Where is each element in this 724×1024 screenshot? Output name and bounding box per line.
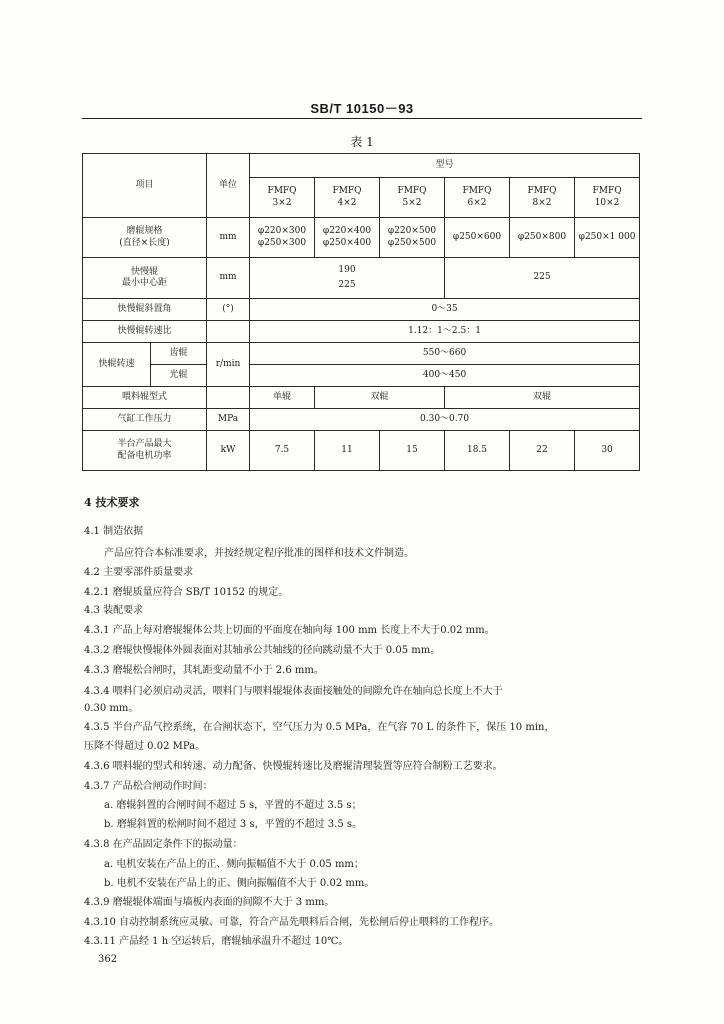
row-label-cylinder-pressure: 气缸工作压力 (83, 409, 207, 431)
model-cell: FMFQ 10×2 (575, 178, 640, 218)
value-cell: 0.30～0.70 (250, 409, 640, 431)
unit-cell: kW (207, 431, 250, 471)
header-unit: 单位 (207, 154, 250, 218)
body-line: 4.3.7 产品松合闸动作时间： (84, 781, 213, 792)
value-cell: 0～35 (250, 299, 640, 321)
body-line: 4.3.11 产品经 1 h 空运转后，磨辊轴承温升不超过 10℃。 (84, 936, 349, 947)
value-cell: 单辊 (250, 387, 315, 409)
body-line: b. 电机不安装在产品上的正、侧向振幅值不大于 0.02 mm。 (104, 878, 375, 889)
value-cell: 225 (445, 258, 640, 299)
body-line: 4.3.4 喂料门必须启动灵活，喂料门与喂料辊辊体表面接触处的间隙允许在轴向总长度上不大于 (84, 686, 503, 697)
value-cell: 550～660 (250, 343, 640, 365)
body-line: 4.3.2 磨辊快慢辊体外圆表面对其轴承公共轴线的径向跳动量不大于 0.05 mm。 (84, 645, 441, 656)
row-label-feed-roller: 喂料辊型式 (83, 387, 207, 409)
value-cell: 18.5 (445, 431, 510, 471)
value-cell: 400～450 (250, 365, 640, 387)
body-line: 4.3.9 磨辊辊体端面与墙板内表面的间隙不大于 3 mm。 (84, 897, 335, 908)
row-label-tilt: 快慢辊斜置角 (83, 299, 207, 321)
row-label-roller-spec: 磨辊规格 (直径×长度) (83, 218, 207, 258)
page-number: 362 (98, 954, 118, 965)
value-cell: 双辊 (315, 387, 445, 409)
unit-cell: mm (207, 218, 250, 258)
body-line: a. 磨辊斜置的合闸时间不超过 5 s，平置的不超过 3.5 s； (104, 800, 362, 811)
header-item: 项目 (83, 154, 207, 218)
model-cell: FMFQ 3×2 (250, 178, 315, 218)
value-cell: 15 (380, 431, 445, 471)
body-line: 4.3.6 喂料辊的型式和转速、动力配备、快慢辊转速比及磨辊清理装置等应符合制粉工艺要求。 (84, 761, 503, 772)
value-cell: φ250×800 (510, 218, 575, 258)
table-row (83, 387, 640, 409)
header-rule (82, 118, 642, 119)
row-label-speed-ratio: 快慢辊转速比 (83, 321, 207, 343)
value-cell: 双辊 (445, 387, 640, 409)
value-cell: φ220×300 φ250×300 (250, 218, 315, 258)
table-row (83, 154, 640, 178)
spec-table (82, 153, 640, 471)
table-row (83, 218, 640, 258)
unit-cell: r/min (207, 343, 250, 387)
model-cell: FMFQ 6×2 (445, 178, 510, 218)
body-line: 产品应符合本标准要求，并按经规定程序批准的图样和技术文件制造。 (104, 548, 414, 559)
body-line: 4.3.5 半台产品气控系统，在合闸状态下，空气压力为 0.5 MPa，在气容 70 L 的条件下，保压 10 min， (84, 722, 555, 733)
body-line: 4.3.10 自动控制系统应灵敏、可靠，符合产品先喂料后合闸，先松闸后停止喂料的工作程序。 (84, 917, 499, 928)
body-line: 4.2.1 磨辊质量应符合 SB/T 10152 的规定。 (84, 587, 289, 598)
body-line: 4.3.3 磨辊松合闸时，其轧距变动量不小于 2.6 mm。 (84, 665, 324, 676)
body-line: b. 磨辊斜置的松闸时间不超过 3 s，平置的不超过 3.5 s。 (104, 819, 363, 830)
table-row (83, 258, 640, 299)
model-cell: FMFQ 8×2 (510, 178, 575, 218)
body-line: 压降不得超过 0.02 MPa。 (84, 741, 206, 752)
value-cell: 11 (315, 431, 380, 471)
value-cell: φ250×600 (445, 218, 510, 258)
standard-header: SB/T 10150－93 (310, 101, 414, 116)
table-row (83, 409, 640, 431)
unit-cell (207, 321, 250, 343)
table-row (83, 365, 640, 387)
model-cell: FMFQ 4×2 (315, 178, 380, 218)
value-cell: 30 (575, 431, 640, 471)
body-line: 4.3.1 产品上每对磨辊辊体公共上切面的平面度在轴向每 100 mm 长度上不大于0.02 mm。 (84, 625, 495, 636)
body-line: 4.3 装配要求 (84, 605, 144, 616)
body-line: 4.2 主要零部件质量要求 (84, 567, 194, 578)
body-line: 4.3.8 在产品固定条件下的振动量： (84, 839, 243, 850)
section-4-title: 4 技术要求 (84, 496, 140, 509)
table-row (83, 343, 640, 365)
value-cell: φ220×400 φ250×400 (315, 218, 380, 258)
model-cell: FMFQ 5×2 (380, 178, 445, 218)
unit-cell: mm (207, 258, 250, 299)
body-line: a. 电机安装在产品上的正、侧向振幅值不大于 0.05 mm； (104, 859, 364, 870)
body-line: 4.1 制造依据 (84, 526, 144, 537)
header-model: 型号 (250, 154, 640, 178)
value-cell: 1.12：1～2.5：1 (250, 321, 640, 343)
row-label-center-distance: 快慢辊 最小中心距 (83, 258, 207, 299)
row-sublabel-smooth: 光辊 (151, 365, 207, 387)
unit-cell: (°) (207, 299, 250, 321)
row-label-motor-power: 半台产品最大 配备电机功率 (83, 431, 207, 471)
value-cell: φ250×1 000 (575, 218, 640, 258)
value-cell: 7.5 (250, 431, 315, 471)
table-row (83, 299, 640, 321)
table-row (83, 321, 640, 343)
value-cell: 190 225 (250, 258, 445, 299)
unit-cell: MPa (207, 409, 250, 431)
value-cell: φ220×500 φ250×500 (380, 218, 445, 258)
row-label-fast-speed: 快辊转速 (83, 343, 151, 387)
table-caption: 表 1 (350, 135, 374, 149)
table-row (83, 431, 640, 471)
value-cell: 22 (510, 431, 575, 471)
body-line: 0.30 mm。 (84, 703, 139, 714)
row-sublabel-tooth: 齿辊 (151, 343, 207, 365)
unit-cell (207, 387, 250, 409)
